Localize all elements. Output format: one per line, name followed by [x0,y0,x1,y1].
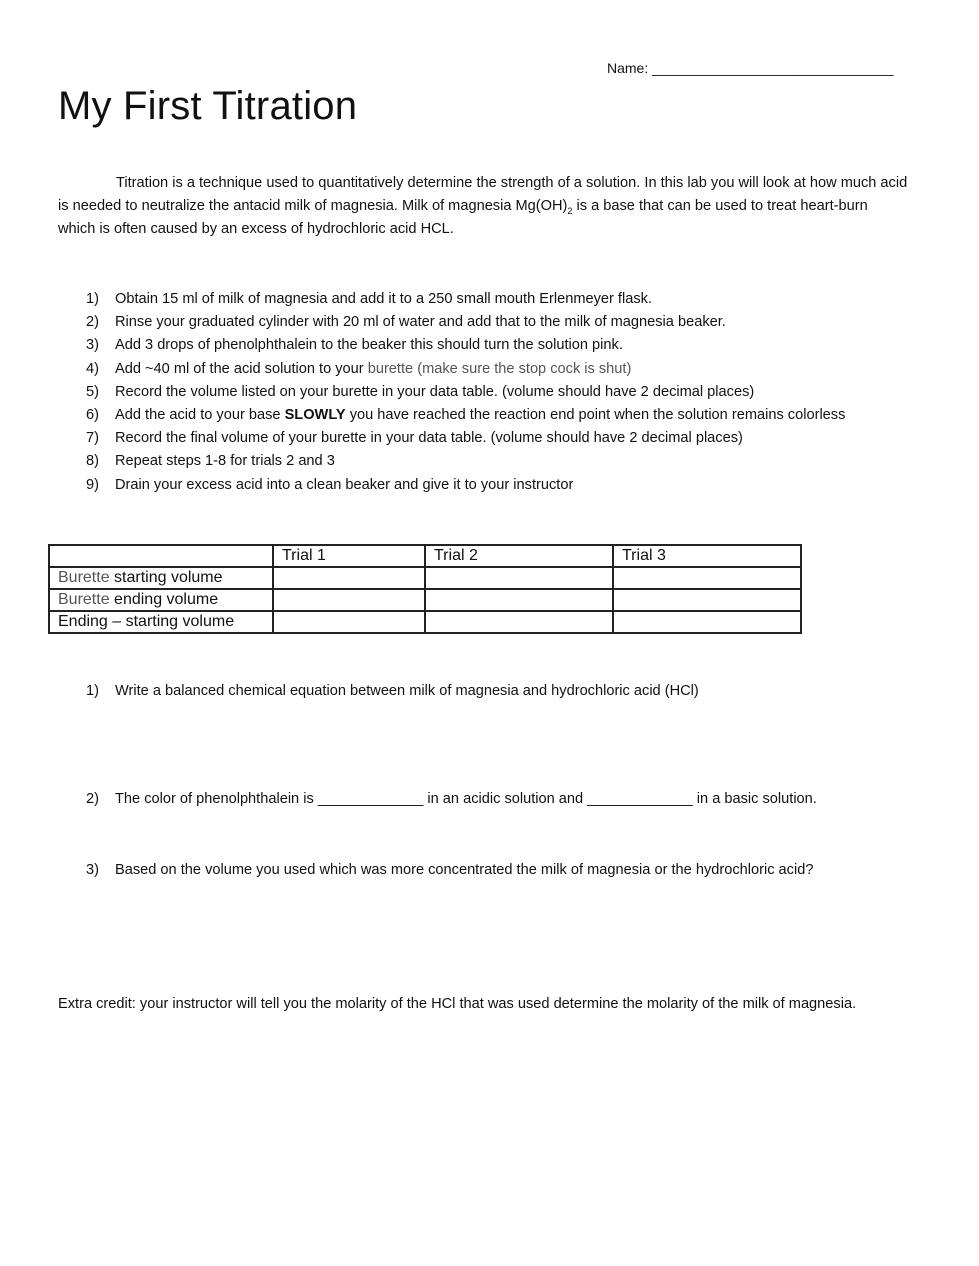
intro-paragraph [58,172,908,241]
step-text: Drain your excess acid into a clean beaker and give it to your instructor [115,476,574,493]
table-header-cell [49,545,273,567]
step-text: Add 3 drops of phenolphthalein to the beaker this should turn the solution pink. [115,337,623,354]
procedure-steps [86,290,936,499]
step-text: Repeat steps 1-8 for trials 2 and 3 [115,453,335,470]
step-text: Record the final volume of your burette in your data table. (volume should have 2 decimal places) [115,430,743,447]
table-cell-input[interactable] [273,611,425,633]
row-label-part: Ending – starting volume [58,613,235,630]
table-cell-input[interactable] [425,611,613,633]
table-cell-input[interactable] [425,589,613,611]
table-cell-input[interactable] [613,567,801,589]
row-label [49,567,273,589]
step-item [86,290,936,313]
table-header-cell: Trial 3 [613,545,801,567]
page-title: My First Titration [58,84,358,128]
step-item [86,476,936,499]
question-number: 2) [86,791,99,807]
step-number: 1) [86,291,99,307]
table-cell-input[interactable] [273,567,425,589]
question-item [86,791,817,807]
step-number: 7) [86,430,99,447]
step-item [86,313,936,336]
row-label-part: ending volume [109,591,219,608]
step-text: Add the acid to your base [115,406,285,423]
step-text-note: burette (make sure the stop cock is shut) [367,360,632,377]
row-label-part: Burette [58,591,110,608]
table-header-cell: Trial 2 [425,545,613,567]
step-number: 4) [86,360,99,377]
data-table [48,544,802,634]
step-text: Add ~40 ml of the acid solution to your [115,360,368,377]
step-text: you have reached the reaction end point when the solution remains colorless [345,406,846,423]
name-field [607,60,894,76]
table-cell-input[interactable] [425,567,613,589]
intro-text-2: is a base that can be used to treat heart-burn which is often caused by an excess of hydrochloric acid HCL. [58,198,868,237]
table-header-row [49,545,801,567]
step-item [86,452,936,475]
row-label [49,589,273,611]
step-number: 5) [86,383,99,400]
step-item [86,406,936,429]
step-text: Record the volume listed on your burette in your data table. (volume should have 2 decimal places) [115,383,755,400]
step-text: Rinse your graduated cylinder with 20 ml of water and add that to the milk of magnesia beaker. [115,314,726,331]
row-label [49,611,273,633]
question-item [86,862,813,878]
table-header-cell: Trial 1 [273,545,425,567]
table-row [49,567,801,589]
intro-subscript: 2 [567,205,573,216]
step-text: Obtain 15 ml of milk of magnesia and add it to a 250 small mouth Erlenmeyer flask. [115,291,652,307]
step-item [86,360,936,383]
table-cell-input[interactable] [273,589,425,611]
step-number: 2) [86,314,99,331]
question-text: Based on the volume you used which was more concentrated the milk of magnesia or the hydrochloric acid? [115,862,814,878]
step-number: 3) [86,337,99,354]
question-text: Write a balanced chemical equation between milk of magnesia and hydrochloric acid (HCl) [115,683,699,699]
name-label: Name: [607,60,649,76]
step-item [86,429,936,452]
table-cell-input[interactable] [613,611,801,633]
intro-text-1: Titration is a technique used to quantitatively determine the strength of a solution. In this lab you will look at how much acid is needed to neutralize the antacid milk of magnesia. Milk of magnesia Mg(OH) [58,175,908,214]
step-item [86,336,936,359]
name-blank[interactable]: _______________________________ [652,60,894,76]
step-item [86,383,936,406]
question-text: The color of phenolphthalein is _____________ in an acidic solution and _____________ in a basic solution. [115,791,817,807]
table-row [49,611,801,633]
step-number: 6) [86,406,99,423]
step-number: 9) [86,476,99,493]
step-text-bold: SLOWLY [284,406,346,423]
row-label-part: starting volume [109,569,223,586]
question-number: 3) [86,862,99,878]
question-item [86,683,699,699]
row-label-part: Burette [58,569,110,586]
step-number: 8) [86,453,99,470]
table-cell-input[interactable] [613,589,801,611]
question-number: 1) [86,683,99,699]
extra-credit: Extra credit: your instructor will tell you the molarity of the HCl that was used determine the molarity of the milk of magnesia. [58,996,857,1012]
table-row [49,589,801,611]
